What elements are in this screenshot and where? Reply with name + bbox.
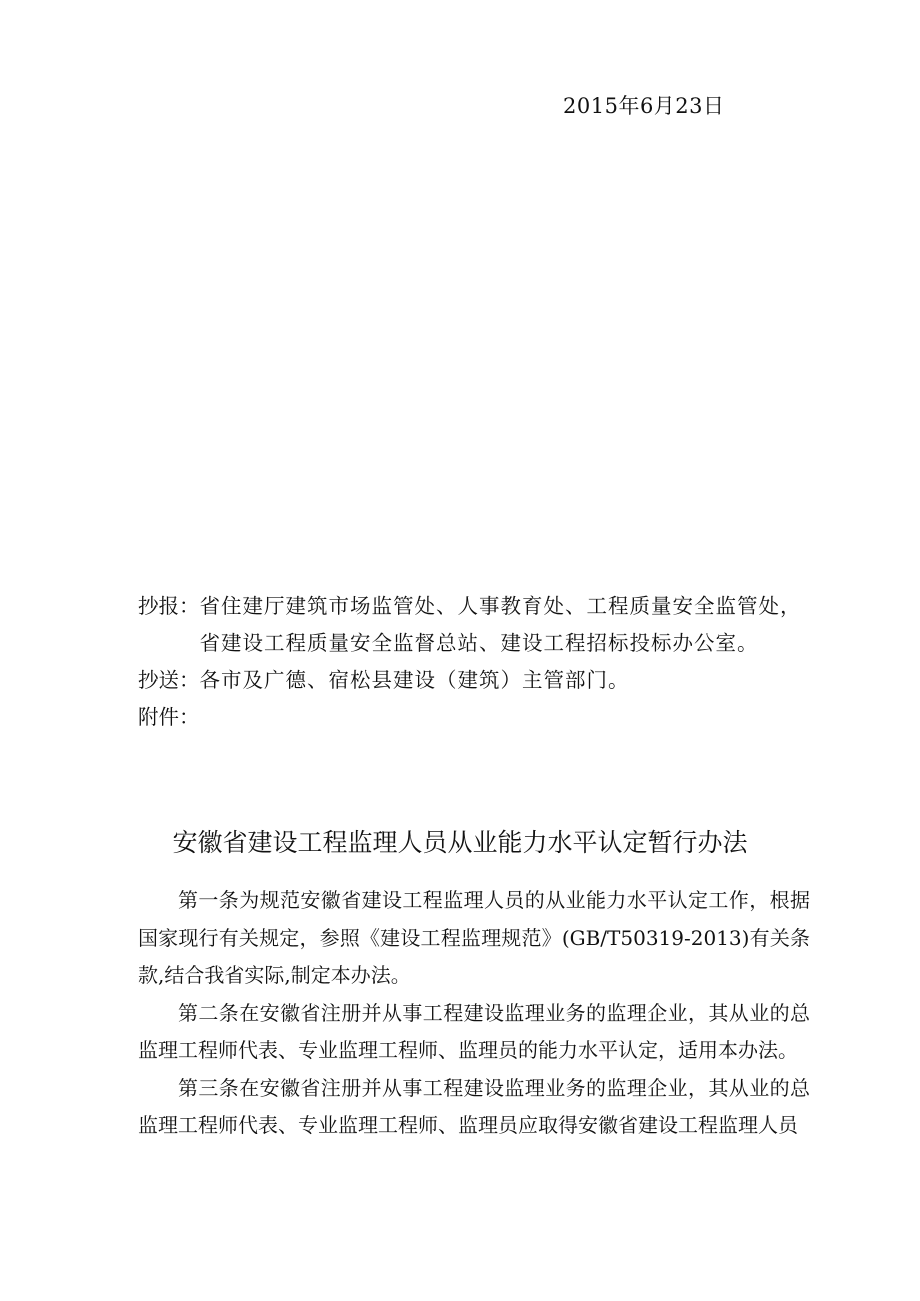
copy-to-text: 各市及广德、宿松县建设（建筑）主管部门。 [199,668,630,692]
copy-to-row [138,662,818,699]
document-date: 2015年6月23日 [563,94,725,118]
article-2: 第二条在安徽省注册并从事工程建设监理业务的监理企业，其从业的总监理工程师代表、专业监理工程师、监理员的能力水平认定，适用本办法。 [138,1000,810,1062]
attachment-row [138,699,818,736]
document-body [138,882,810,1145]
article-1: 第一条为规范安徽省建设工程监理人员的从业能力水平认定工作，根据国家现行有关规定，参照《建设工程监理规范》(GB/T50319-2013)有关条款,结合我省实际,制定本办法。 [138,888,810,987]
report-to-label: 抄报： [138,594,200,618]
attachment-label: 附件： [138,705,200,729]
report-to-text: 省住建厅建筑市场监管处、人事教育处、工程质量安全监管处，省建设工程质量安全监督总站、建设工程招标投标办公室。 [199,594,802,655]
report-to-row [138,588,818,662]
copy-to-label: 抄送： [138,668,200,692]
document-title: 安徽省建设工程监理人员从业能力水平认定暂行办法 [172,828,748,857]
article-3: 第三条在安徽省注册并从事工程建设监理业务的监理企业，其从业的总监理工程师代表、专业监理工程师、监理员应取得安徽省建设工程监理人员 [138,1075,810,1137]
distribution-list [138,588,818,736]
